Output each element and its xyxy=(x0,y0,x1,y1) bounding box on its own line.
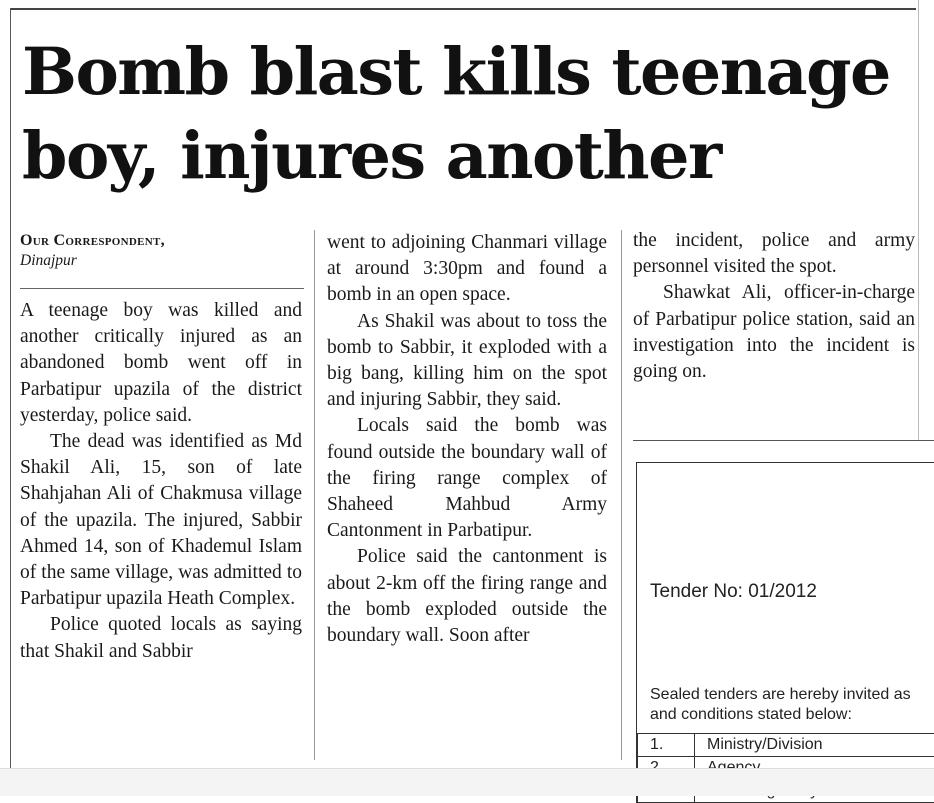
paragraph: The dead was identified as Md Shakil Ali, 15, son of late Shahjahan Ali of Chakmusa village of the upazila. The injured, Sabbir Ahmed 14, son of Khademul Islam of the same village, was admitted to Parbatipur upazila Heath Complex. xyxy=(20,429,302,612)
paragraph: As Shakil was about to toss the bomb to Sabbir, it exploded with a big bang, killing him on the spot and injuring Sabbir, they said. xyxy=(327,309,607,414)
paragraph: the incident, police and army personnel visited the spot. xyxy=(633,228,915,280)
tender-description-line: and conditions stated below: xyxy=(650,705,934,725)
table-row xyxy=(638,734,934,757)
paragraph: Police quoted locals as saying that Shakil and Sabbir xyxy=(20,612,302,664)
page-edge xyxy=(0,768,934,796)
paragraph: Locals said the bomb was found outside the boundary wall of the firing range complex of Shaheed Mahbud Army Cantonment in Parbatipur. xyxy=(327,413,607,544)
row-label: Ministry/Division xyxy=(695,734,934,757)
column-divider xyxy=(314,230,315,760)
headline: Bomb blast kills teenage boy, injures another xyxy=(22,30,922,198)
column-divider xyxy=(621,230,622,760)
paragraph: Police said the cantonment is about 2-km off the firing range and the bomb exploded outside the boundary wall. Soon after xyxy=(327,544,607,649)
paragraph: went to adjoining Chanmari village at around 3:30pm and found a bomb in an open space. xyxy=(327,230,607,309)
paragraph: A teenage boy was killed and another critically injured as an abandoned bomb went off in Parbatipur upazila of the district yesterday, police said. xyxy=(20,298,302,429)
article-column-2 xyxy=(327,230,607,649)
row-number: 1. xyxy=(638,734,695,757)
byline-name: Our Correspondent, xyxy=(20,232,302,250)
byline xyxy=(20,232,302,270)
byline-divider xyxy=(20,288,304,289)
top-rule xyxy=(10,8,916,10)
byline-place: Dinajpur xyxy=(20,252,302,270)
left-rule xyxy=(10,8,11,768)
tender-divider xyxy=(633,440,934,441)
paragraph: Shawkat Ali, officer-in-charge of Parbatipur police station, said an investigation into the incident is going on. xyxy=(633,280,915,385)
tender-description-line: Sealed tenders are hereby invited as xyxy=(650,685,934,705)
article-column-1 xyxy=(20,298,302,665)
article-column-3 xyxy=(633,228,915,385)
tender-number: Tender No: 01/2012 xyxy=(650,581,817,603)
tender-description xyxy=(650,685,934,725)
tender-notice xyxy=(636,462,934,803)
